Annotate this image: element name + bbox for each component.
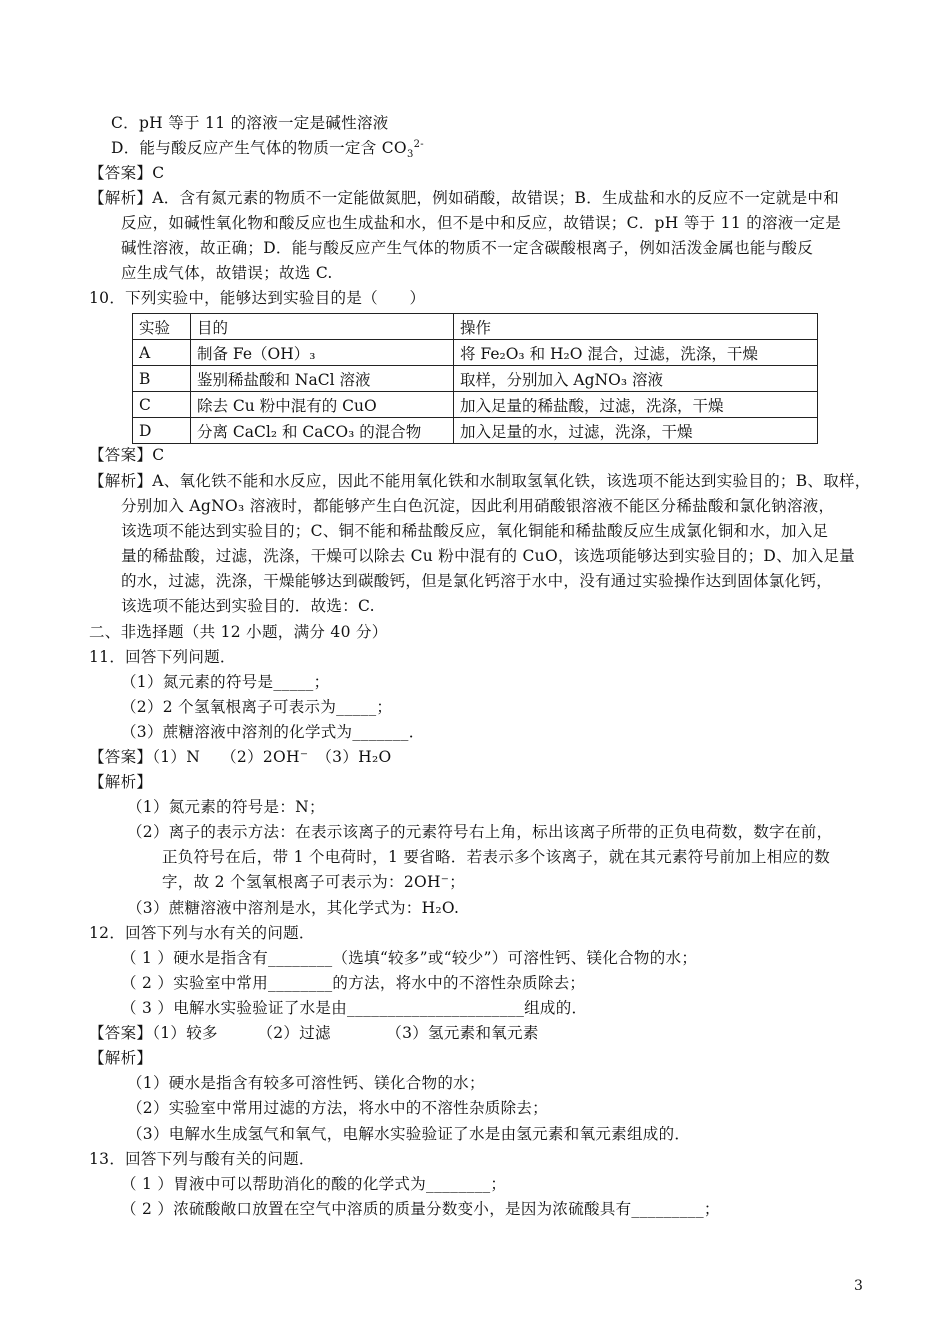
table-cell-id: C — [133, 392, 191, 418]
q12-item: （ 3 ）电解水实验验证了水是由______________________组成的． — [121, 999, 588, 1017]
q9-analysis-line: 反应，如碱性氧化物和酸反应也生成盐和水，但不是中和反应，故错误；C．pH 等于 11 的溶液一定是 — [121, 214, 842, 232]
option-d: D．能与酸反应产生气体的物质一定含 $CO_3^{2-}$ — [111, 138, 424, 161]
q11-answer: 【答案】（1）N （2）2OH⁻ （3）H₂O — [89, 748, 392, 766]
table-cell-goal: 除去 Cu 粉中混有的 CuO — [191, 392, 454, 418]
q10-analysis-line: 的水，过滤，洗涤，干燥能够达到碳酸钙，但是氯化钙溶于水中，没有通过实验操作达到固体氯化钙， — [121, 572, 833, 590]
table-header: 目的 — [191, 314, 454, 340]
q9-analysis-line: 碱性溶液，故正确；D．能与酸反应产生气体的物质不一定含碳酸根离子，例如活泼金属也能与酸反 — [121, 239, 814, 257]
q10-stem: 10．下列实验中，能够达到实验目的是（ ） — [89, 289, 426, 307]
q12-analysis-line: （1）硬水是指含有较多可溶性钙、镁化合物的水； — [127, 1074, 485, 1092]
table-row — [133, 340, 818, 366]
q9-analysis-line: 【解析】A．含有氮元素的物质不一定能做氮肥，例如硝酸，故错误；B．生成盐和水的反应不一定就是中和 — [89, 189, 839, 207]
q13-item: （ 1 ）胃液中可以帮助消化的酸的化学式为________； — [121, 1175, 507, 1193]
page-number: 3 — [854, 1278, 863, 1294]
table-cell-goal: 制备 Fe（OH）₃ — [191, 340, 454, 366]
q10-analysis-line: 分别加入 AgNO₃ 溶液时，都能够产生白色沉淀，因此利用硝酸银溶液不能区分稀盐酸和氯化钠溶液， — [121, 497, 835, 515]
table-cell-goal: 分离 CaCl₂ 和 CaCO₃ 的混合物 — [191, 418, 454, 444]
q12-stem: 12．回答下列与水有关的问题． — [89, 924, 315, 942]
q11-analysis-line: 字，故 2 个氢氧根离子可表示为：2OH⁻； — [162, 873, 466, 891]
q12-answer: 【答案】（1）较多 （2）过滤 （3）氢元素和氧元素 — [89, 1024, 539, 1042]
experiment-table — [132, 313, 818, 444]
q11-item: （3）蔗糖溶液中溶剂的化学式为_______． — [121, 723, 425, 741]
q12-analysis-line: （2）实验室中常用过滤的方法，将水中的不溶性杂质除去； — [127, 1099, 548, 1117]
table-header-row — [133, 314, 818, 340]
q13-item: （ 2 ）浓硫酸敞口放置在空气中溶质的质量分数变小，是因为浓硫酸具有_________； — [121, 1200, 720, 1218]
table-row — [133, 392, 818, 418]
q10-analysis-line: 【解析】A、氧化铁不能和水反应，因此不能用氧化铁和水制取氢氧化铁，该选项不能达到实验目的；B、取样， — [89, 472, 871, 490]
q10-analysis-line: 该选项不能达到实验目的．故选：C. — [121, 597, 375, 615]
q10-answer: 【答案】C — [89, 446, 165, 464]
q10-analysis-line: 该选项不能达到实验目的；C、铜不能和稀盐酸反应，氧化铜能和稀盐酸反应生成氯化铜和水，加入足 — [121, 522, 829, 540]
table-cell-op: 加入足量的稀盐酸，过滤，洗涤，干燥 — [454, 392, 818, 418]
q11-analysis-line: 正负符号在后，带 1 个电荷时，1 要省略．若表示多个该离子，就在其元素符号前加上相应的数 — [162, 848, 831, 866]
table-row — [133, 418, 818, 444]
option-c: C．pH 等于 11 的溶液一定是碱性溶液 — [111, 114, 389, 132]
q11-item: （2）2 个氢氧根离子可表示为_____； — [121, 698, 393, 716]
table-cell-id: D — [133, 418, 191, 444]
table-header: 实验 — [133, 314, 191, 340]
q11-analysis-line: （2）离子的表示方法：在表示该离子的元素符号右上角，标出该离子所带的正负电荷数，数字在前， — [127, 823, 833, 841]
table-header: 操作 — [454, 314, 818, 340]
table-cell-id: B — [133, 366, 191, 392]
q12-item: （ 1 ）硬水是指含有________（选填“较多”或“较少”）可溶性钙、镁化合物的水； — [121, 949, 698, 967]
q11-analysis-line: （3）蔗糖溶液中溶剂是水，其化学式为：H₂O. — [127, 899, 460, 917]
table-cell-id: A — [133, 340, 191, 366]
table-row — [133, 366, 818, 392]
q9-answer: 【答案】C — [89, 164, 165, 182]
q13-stem: 13．回答下列与酸有关的问题． — [89, 1150, 315, 1168]
q11-stem: 11．回答下列问题． — [89, 648, 236, 666]
table-cell-goal: 鉴别稀盐酸和 NaCl 溶液 — [191, 366, 454, 392]
table-cell-op: 将 Fe₂O₃ 和 H₂O 混合，过滤，洗涤，干燥 — [454, 340, 818, 366]
q11-analysis-line: （1）氮元素的符号是：N； — [127, 798, 325, 816]
q11-item: （1）氮元素的符号是_____； — [121, 673, 330, 691]
q12-analysis-label: 【解析】 — [89, 1049, 153, 1067]
q11-analysis-label: 【解析】 — [89, 773, 153, 791]
q12-item: （ 2 ）实验室中常用________的方法，将水中的不溶性杂质除去； — [121, 974, 586, 992]
q12-analysis-line: （3）电解水生成氢气和氧气，电解水实验验证了水是由氢元素和氧元素组成的． — [127, 1125, 691, 1143]
table-cell-op: 加入足量的水，过滤，洗涤，干燥 — [454, 418, 818, 444]
section-heading: 二、非选择题（共 12 小题，满分 40 分） — [89, 623, 388, 641]
q9-analysis-line: 应生成气体，故错误；故选 C. — [121, 264, 333, 282]
q10-analysis-line: 量的稀盐酸，过滤，洗涤，干燥可以除去 Cu 粉中混有的 CuO，该选项能够达到实验目的；D、加入足量 — [121, 547, 856, 565]
table-cell-op: 取样，分别加入 AgNO₃ 溶液 — [454, 366, 818, 392]
